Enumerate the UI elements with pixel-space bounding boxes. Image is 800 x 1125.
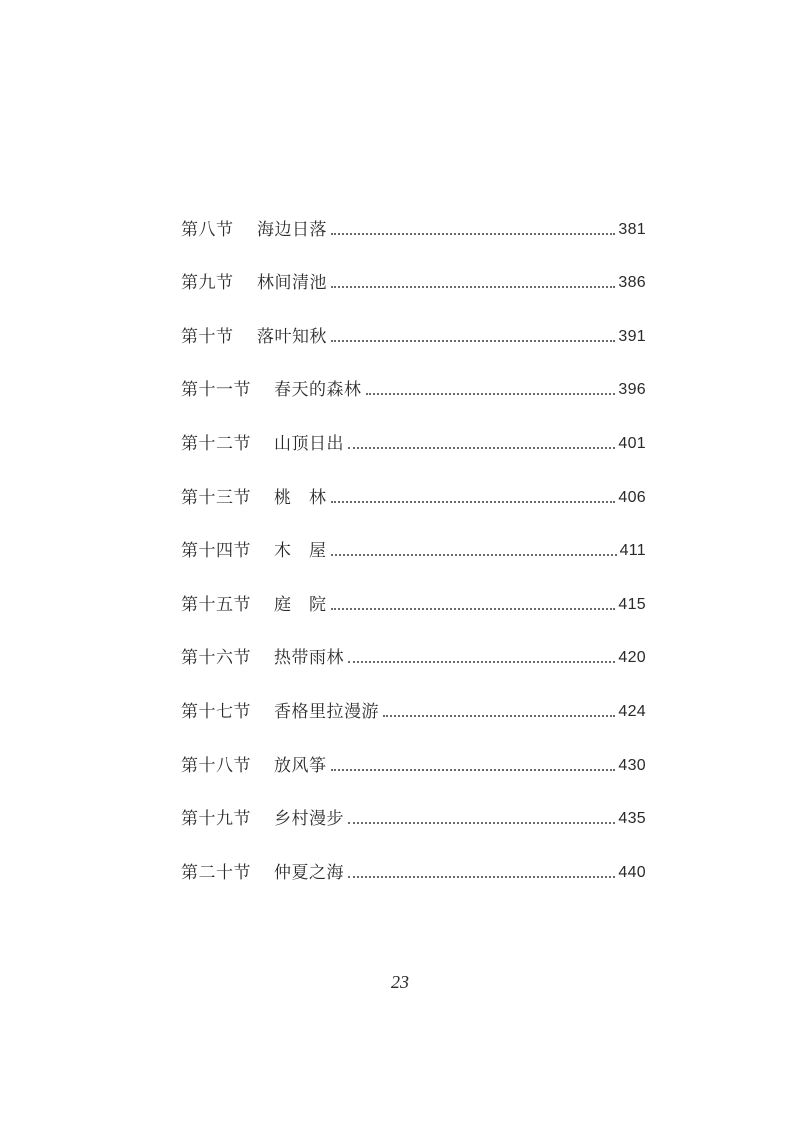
section-title: 仲夏之海 xyxy=(274,862,344,883)
toc-entry xyxy=(181,681,646,735)
dot-leader xyxy=(331,339,615,342)
page-reference: 381 xyxy=(618,220,646,238)
section-number: 第十节 xyxy=(181,326,234,347)
page-number: 23 xyxy=(391,972,409,992)
section-title: 海边日落 xyxy=(257,219,327,240)
dot-leader xyxy=(348,660,615,663)
page-reference: 391 xyxy=(618,327,646,345)
section-title: 桃 林 xyxy=(274,487,327,508)
section-title: 热带雨林 xyxy=(274,648,344,669)
section-number: 第十一节 xyxy=(181,380,251,401)
table-of-contents xyxy=(181,199,646,896)
section-number: 第十八节 xyxy=(181,755,251,776)
page-reference: 386 xyxy=(618,274,646,292)
dot-leader xyxy=(331,768,616,771)
section-number: 第九节 xyxy=(181,273,234,294)
page-reference: 424 xyxy=(618,702,646,720)
toc-entry xyxy=(181,306,646,360)
dot-leader xyxy=(331,232,615,235)
page-reference: 415 xyxy=(618,595,646,613)
dot-leader xyxy=(366,392,616,395)
page-reference: 401 xyxy=(618,434,646,452)
page-reference: 396 xyxy=(618,381,646,399)
page-reference: 430 xyxy=(618,756,646,774)
section-number: 第十六节 xyxy=(181,648,251,669)
section-number: 第十三节 xyxy=(181,487,251,508)
dot-leader xyxy=(383,714,615,717)
section-title: 林间清池 xyxy=(257,273,327,294)
page-reference: 440 xyxy=(618,863,646,881)
section-number: 第十九节 xyxy=(181,809,251,830)
section-title: 庭 院 xyxy=(274,594,327,615)
section-number: 第十五节 xyxy=(181,594,251,615)
toc-entry xyxy=(181,842,646,896)
dot-leader xyxy=(331,500,616,503)
page-reference: 411 xyxy=(619,542,646,560)
section-title: 木 屋 xyxy=(274,541,327,562)
toc-entry xyxy=(181,199,646,253)
page-reference: 420 xyxy=(618,649,646,667)
section-title: 香格里拉漫游 xyxy=(274,701,379,722)
dot-leader xyxy=(331,285,615,288)
section-number: 第十四节 xyxy=(181,541,251,562)
page-reference: 435 xyxy=(618,810,646,828)
toc-entry xyxy=(181,735,646,789)
dot-leader xyxy=(348,875,615,878)
dot-leader xyxy=(331,553,617,556)
section-title: 落叶知秋 xyxy=(257,326,327,347)
section-number: 第十二节 xyxy=(181,433,251,454)
toc-entry xyxy=(181,628,646,682)
section-title: 山顶日出 xyxy=(274,433,344,454)
section-title: 春天的森林 xyxy=(274,380,362,401)
section-title: 放风筝 xyxy=(274,755,327,776)
section-title: 乡村漫步 xyxy=(274,809,344,830)
dot-leader xyxy=(348,446,615,449)
section-number: 第十七节 xyxy=(181,701,251,722)
toc-entry xyxy=(181,521,646,575)
toc-entry xyxy=(181,360,646,414)
section-number: 第二十节 xyxy=(181,862,251,883)
toc-entry xyxy=(181,574,646,628)
toc-entry xyxy=(181,789,646,843)
toc-entry xyxy=(181,413,646,467)
dot-leader xyxy=(331,607,616,610)
toc-entry xyxy=(181,253,646,307)
dot-leader xyxy=(348,821,615,824)
section-number: 第八节 xyxy=(181,219,234,240)
page-reference: 406 xyxy=(618,488,646,506)
toc-entry xyxy=(181,467,646,521)
